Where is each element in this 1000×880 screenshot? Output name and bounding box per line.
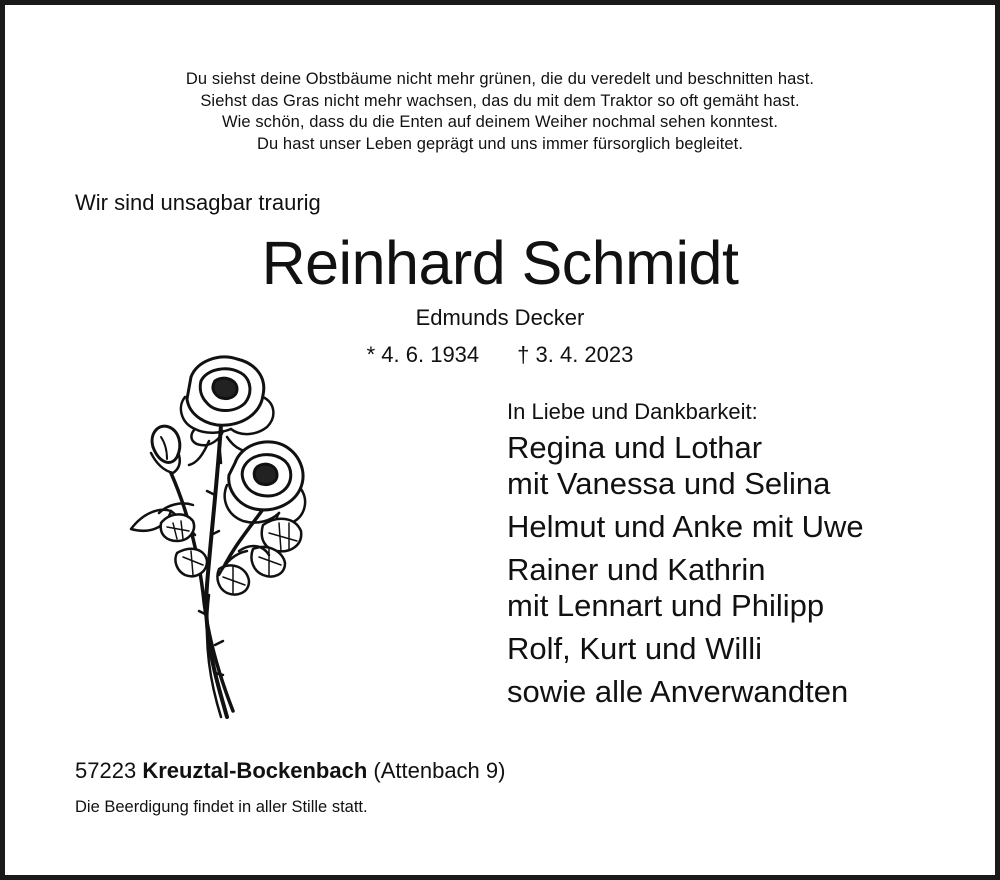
mourner-line: mit Lennart und Philipp	[507, 588, 825, 623]
mourner-group	[507, 674, 864, 710]
intro-text: Wir sind unsagbar traurig	[75, 190, 321, 215]
birth-name: Edmunds Decker	[415, 305, 585, 330]
rose-illustration	[123, 345, 313, 725]
funeral-note: Die Beerdigung findet in aller Stille statt.	[75, 798, 368, 816]
mourner-group	[507, 509, 864, 545]
mourner-line: Regina und Lothar	[507, 430, 763, 465]
poem	[5, 69, 995, 155]
mourner-group	[507, 430, 864, 502]
mourner-line: Rolf, Kurt und Willi	[507, 631, 762, 666]
mourner-line: Helmut und Anke mit Uwe	[507, 509, 864, 544]
poem-line: Du hast unser Leben geprägt und uns immer fürsorglich begleitet.	[256, 134, 744, 153]
mourner-line: Rainer und Kathrin	[507, 552, 766, 587]
deceased-name: Reinhard Schmidt	[261, 229, 739, 297]
postcode: 57223	[75, 758, 137, 783]
mourners-label: In Liebe und Dankbarkeit:	[507, 399, 758, 424]
address	[75, 757, 505, 785]
mourner-group	[507, 631, 864, 667]
poem-line: Siehst das Gras nicht mehr wachsen, das du mit dem Traktor so oft gemäht hast.	[200, 91, 800, 110]
street: (Attenbach 9)	[373, 758, 506, 783]
mourner-group	[507, 552, 864, 624]
poem-line: Wie schön, dass du die Enten auf deinem Weiher nochmal sehen konntest.	[221, 113, 779, 131]
mourners-list	[507, 430, 864, 717]
mourner-line: sowie alle Anverwandten	[507, 674, 849, 709]
city: Kreuztal-Bockenbach	[142, 758, 368, 783]
birth-date: * 4. 6. 1934	[366, 342, 480, 367]
death-date: † 3. 4. 2023	[517, 342, 634, 367]
poem-line: Du siehst deine Obstbäume nicht mehr grünen, die du veredelt und beschnitten hast.	[185, 70, 815, 88]
mourner-line: mit Vanessa und Selina	[507, 466, 831, 501]
